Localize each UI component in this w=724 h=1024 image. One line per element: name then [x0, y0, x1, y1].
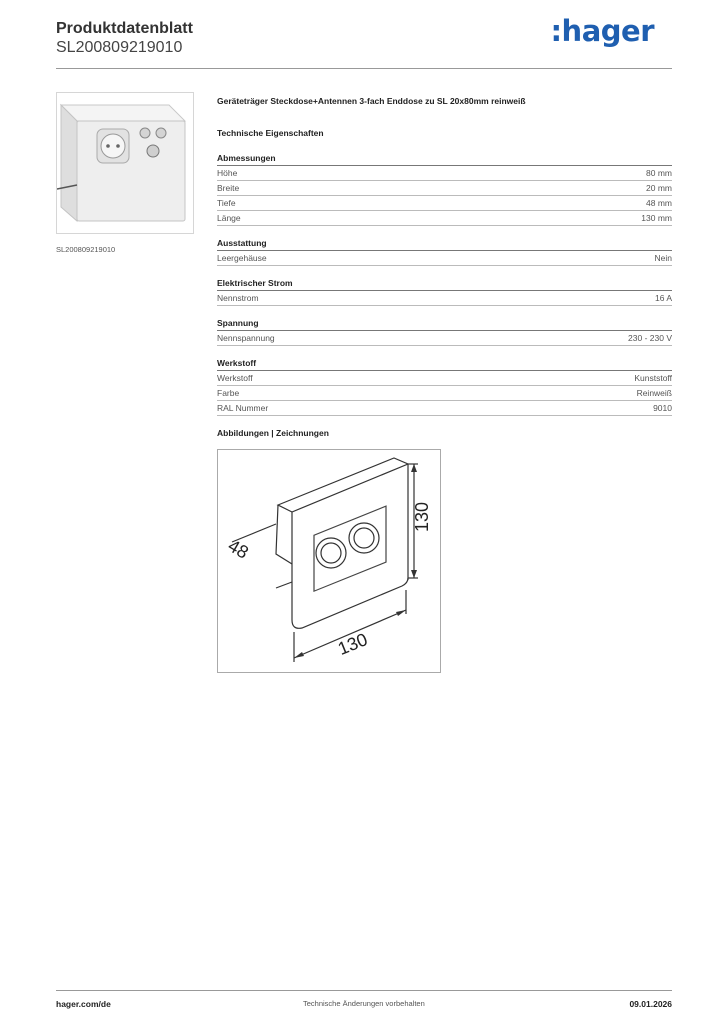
spec-value: 80 mm [646, 168, 672, 178]
spec-value: 48 mm [646, 198, 672, 208]
spec-value: Nein [654, 253, 672, 263]
spec-row [217, 371, 672, 386]
spec-row [217, 291, 672, 306]
spec-label: Nennstrom [217, 293, 259, 303]
footer-divider [56, 990, 672, 991]
spec-label: Farbe [217, 388, 240, 398]
dimension-drawing [218, 450, 440, 672]
section-title: Abmessungen [217, 153, 672, 166]
spec-row [217, 331, 672, 346]
section-werkstoff [217, 358, 672, 416]
header-divider [56, 68, 672, 69]
spec-column [217, 96, 672, 438]
spec-label: Nennspannung [217, 333, 275, 343]
spec-row [217, 166, 672, 181]
spec-label: Tiefe [217, 198, 236, 208]
spec-label: Leergehäuse [217, 253, 267, 263]
spec-row [217, 401, 672, 416]
section-spannung [217, 318, 672, 346]
spec-row [217, 196, 672, 211]
section-ausstattung [217, 238, 672, 266]
section-title: Elektrischer Strom [217, 278, 672, 291]
technical-drawing [217, 449, 441, 673]
spec-row [217, 386, 672, 401]
spec-row [217, 211, 672, 226]
dim-depth-label: 48 [224, 535, 252, 563]
footer-website-link[interactable]: hager.com/de [56, 999, 111, 1009]
spec-label: Breite [217, 183, 240, 193]
product-photo-illustration [57, 93, 193, 233]
dim-length-label: 130 [334, 629, 371, 659]
hager-logo: :hager [550, 14, 654, 48]
spec-value: 9010 [653, 403, 672, 413]
spec-value: 16 A [654, 293, 672, 303]
dim-height-label: 130 [412, 501, 432, 532]
spec-label: Werkstoff [217, 373, 253, 383]
product-description: Geräteträger Steckdose+Antennen 3-fach Enddose zu SL 20x80mm reinweiß [217, 96, 526, 106]
section-title: Werkstoff [217, 358, 672, 371]
section-elektrischer-strom [217, 278, 672, 306]
spec-value: 20 mm [646, 183, 672, 193]
spec-row [217, 251, 672, 266]
section-abmessungen [217, 153, 672, 226]
spec-value: 230 - 230 V [628, 333, 672, 343]
figures-heading: Abbildungen | Zeichnungen [217, 428, 329, 438]
spec-label: Höhe [217, 168, 238, 178]
section-title: Ausstattung [217, 238, 672, 251]
product-image [56, 92, 194, 234]
product-code: SL200809219010 [56, 39, 183, 56]
footer-date: 09.01.2026 [629, 999, 672, 1009]
spec-label: Länge [217, 213, 241, 223]
section-title: Spannung [217, 318, 672, 331]
spec-value: Kunststoff [634, 373, 672, 383]
spec-value: Reinweiß [636, 388, 672, 398]
tech-properties-heading: Technische Eigenschaften [217, 128, 324, 138]
page-title: Produktdatenblatt [56, 20, 193, 37]
footer-note: Technische Änderungen vorbehalten [303, 999, 425, 1008]
product-image-caption: SL200809219010 [56, 245, 116, 254]
spec-value: 130 mm [641, 213, 672, 223]
spec-row [217, 181, 672, 196]
spec-label: RAL Nummer [217, 403, 269, 413]
